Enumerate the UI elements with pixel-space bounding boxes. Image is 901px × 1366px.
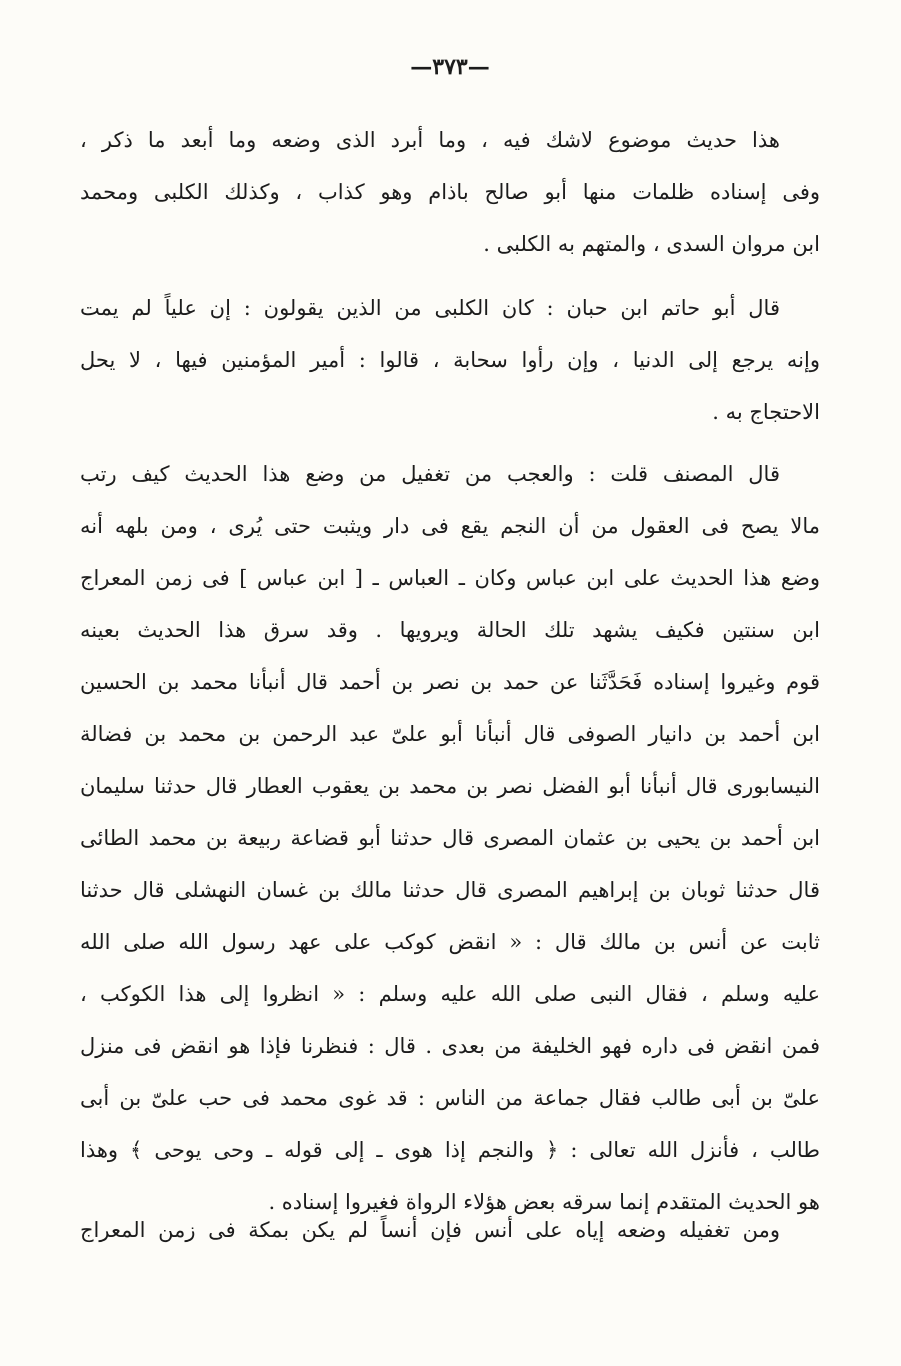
text-line: ابن سنتين فكيف يشهد تلك الحالة ويرويها . وقد سرق هذا الحديث بعينه	[80, 618, 820, 642]
paragraph-4	[80, 1204, 820, 1256]
text-line: ومن تغفيله وضعه إياه على أنس فإن أنساً لم يكن بمكة فى زمن المعراج	[80, 1218, 780, 1242]
paragraph-3	[80, 448, 820, 1228]
text-line: ثابت عن أنس بن مالك قال : « انقض كوكب على عهد رسول الله صلى الله	[80, 930, 820, 954]
text-line: النيسابورى قال أنبأنا أبو الفضل نصر بن محمد بن يعقوب العطار قال حدثنا سليمان	[80, 774, 820, 798]
text-line: عليه وسلم ، فقال النبى صلى الله عليه وسلم : « انظروا إلى هذا الكوكب ،	[80, 982, 820, 1006]
text-line: ابن مروان السدى ، والمتهم به الكلبى .	[483, 232, 820, 256]
paragraph-1	[80, 114, 820, 270]
text-line: مالا يصح فى العقول من أن النجم يقع فى دار ويثبت حتى يُرى ، ومن بلهه أنه	[80, 514, 820, 538]
text-line: وفى إسناده ظلمات منها أبو صالح باذام وهو كذاب ، وكذلك الكلبى ومحمد	[80, 180, 820, 204]
text-line: الاحتجاج به .	[712, 400, 820, 424]
text-line: قال حدثنا ثوبان بن إبراهيم المصرى قال حدثنا مالك بن غسان النهشلى قال حدثنا	[80, 878, 820, 902]
text-line: علىّ بن أبى طالب فقال جماعة من الناس : قد غوى محمد فى حب علىّ بن أبى	[80, 1086, 820, 1110]
text-line: وضع هذا الحديث على ابن عباس وكان ـ العباس ـ [ ابن عباس ] فى زمن المعراج	[80, 566, 820, 590]
text-line: طالب ، فأنزل الله تعالى : ﴿ والنجم إذا هوى ـ إلى قوله ـ وحى يوحى ﴾ وهذا	[80, 1138, 820, 1162]
page-number: —٣٧٣—	[410, 54, 490, 80]
text-line: قال المصنف قلت : والعجب من تغفيل من وضع هذا الحديث كيف رتب	[80, 462, 780, 486]
book-page	[80, 0, 820, 1366]
text-line: فمن انقض فى داره فهو الخليفة من بعدى . قال : فنظرنا فإذا هو انقض فى منزل	[80, 1034, 820, 1058]
text-line: هو الحديث المتقدم إنما سرقه بعض هؤلاء الرواة فغيروا إسناده .	[268, 1190, 820, 1214]
paragraph-2	[80, 282, 820, 438]
text-line: ابن أحمد بن يحيى بن عثمان المصرى قال حدثنا أبو قضاعة ربيعة بن محمد الطائى	[80, 826, 820, 850]
text-line: قال أبو حاتم ابن حبان : كان الكلبى من الذين يقولون : إن علياً لم يمت	[80, 296, 780, 320]
text-line: وإنه يرجع إلى الدنيا ، وإن رأوا سحابة ، قالوا : أمير المؤمنين فيها ، لا يحل	[80, 348, 820, 372]
text-line: قوم وغيروا إسناده فَحَدَّثَنا عن حمد بن نصر بن أحمد قال أنبأنا محمد بن الحسين	[80, 670, 820, 694]
text-line: ابن أحمد بن دانيار الصوفى قال أنبأنا أبو علىّ عبد الرحمن بن محمد بن فضالة	[80, 722, 820, 746]
text-line: هذا حديث موضوع لاشك فيه ، وما أبرد الذى وضعه وما أبعد ما ذكر ،	[80, 128, 780, 152]
